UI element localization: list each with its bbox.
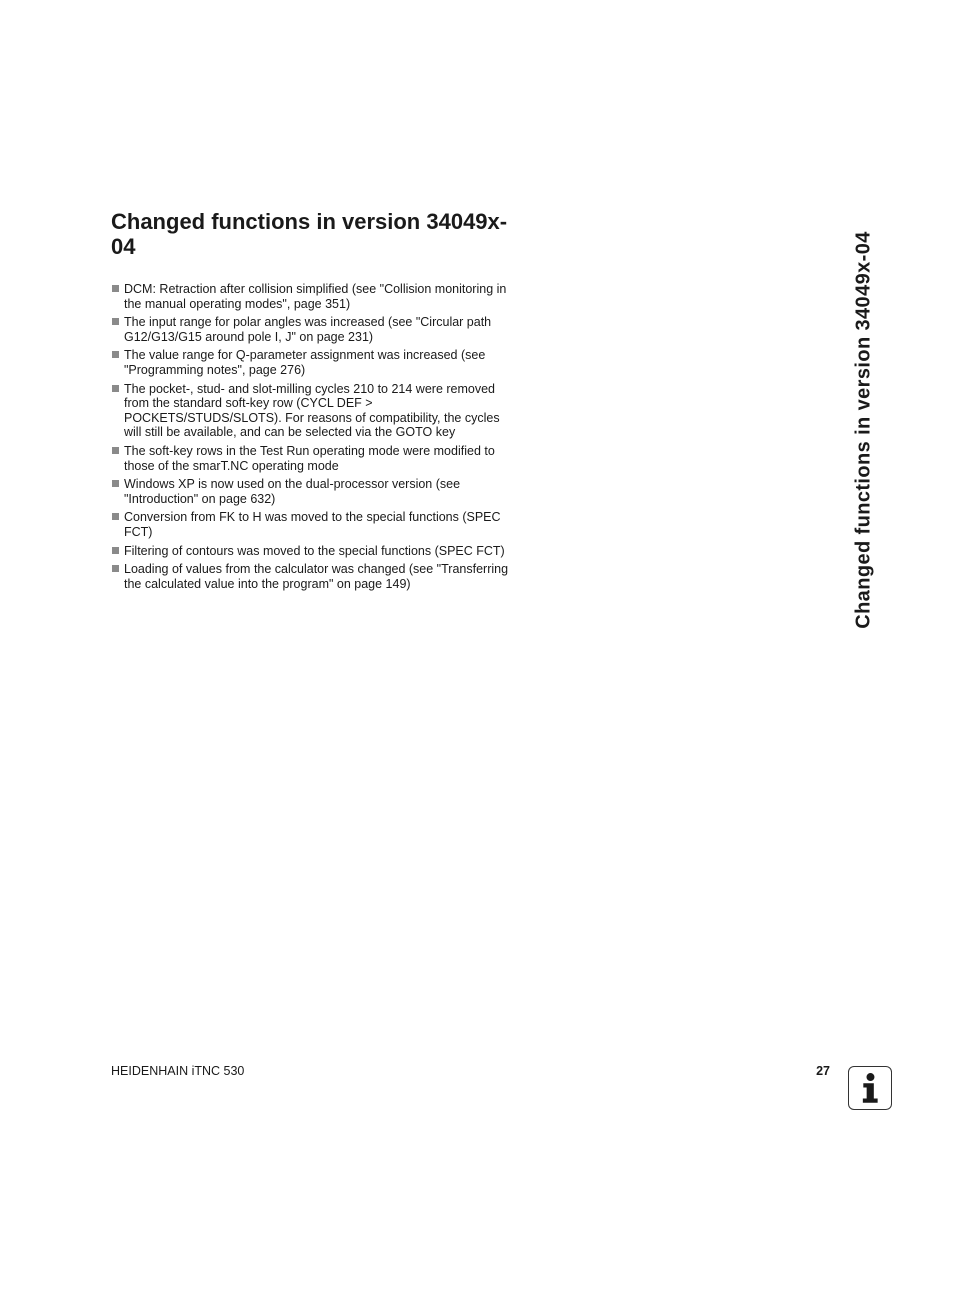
footer-product: HEIDENHAIN iTNC 530: [111, 1064, 245, 1078]
list-item-text: The input range for polar angles was increased (see "Circular path G12/G13/G15 around pole I, J" on page 231): [124, 315, 492, 344]
list-item-text: The value range for Q-parameter assignment was increased (see "Programming notes", page 276): [124, 348, 486, 377]
square-bullet-icon: [112, 547, 119, 554]
list-item-text: Windows XP is now used on the dual-processor version (see "Introduction" on page 632): [124, 477, 461, 506]
list-item: [111, 382, 516, 440]
square-bullet-icon: [112, 480, 119, 487]
square-bullet-icon: [112, 385, 119, 392]
list-item: [111, 282, 516, 311]
list-item: [111, 510, 516, 539]
side-title: Changed functions in version 34049x-04: [852, 231, 875, 629]
list-item: [111, 315, 516, 344]
list-item-text: DCM: Retraction after collision simplified (see "Collision monitoring in the manual operating modes", page 351): [124, 282, 507, 311]
square-bullet-icon: [112, 447, 119, 454]
list-item: [111, 477, 516, 506]
square-bullet-icon: [112, 351, 119, 358]
list-item: [111, 562, 516, 591]
square-bullet-icon: [112, 318, 119, 325]
list-item-text: Loading of values from the calculator was changed (see "Transferring the calculated value into the program" on page 149): [124, 562, 509, 591]
page-title: Changed functions in version 34049x-04: [111, 209, 508, 259]
list-item-text: Filtering of contours was moved to the special functions (SPEC FCT): [124, 543, 505, 558]
square-bullet-icon: [112, 565, 119, 572]
changes-list: [111, 282, 516, 595]
list-item: [111, 444, 516, 473]
list-item-text: The soft-key rows in the Test Run operating mode were modified to those of the smarT.NC operating mode: [124, 443, 495, 473]
list-item-text: Conversion from FK to H was moved to the special functions (SPEC FCT): [124, 510, 501, 539]
list-item: [111, 348, 516, 377]
page-number: 27: [816, 1064, 830, 1078]
square-bullet-icon: [112, 513, 119, 520]
list-item: [111, 544, 516, 559]
list-item-text: The pocket-, stud- and slot-milling cycles 210 to 214 were removed from the standard soft-key row (CYCL DEF > POCKETS/STUDS/SLOTS). For reasons of compatibility, the cycles will still be available, and can be selected via the GOTO key: [124, 381, 500, 440]
square-bullet-icon: [112, 285, 119, 292]
info-icon: [848, 1066, 892, 1110]
